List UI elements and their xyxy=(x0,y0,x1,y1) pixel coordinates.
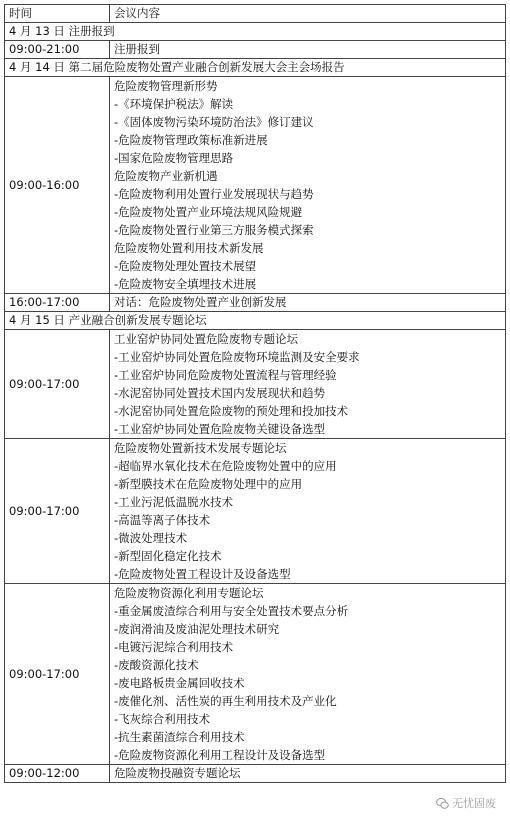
session-row xyxy=(5,439,506,584)
agenda-line: -危险废物处置行业第三方服务模式探索 xyxy=(114,223,314,237)
session-row xyxy=(5,330,506,439)
agenda-line: -高温等离子体技术 xyxy=(114,513,211,527)
session-content xyxy=(110,41,506,59)
agenda-line: -电镀污泥综合利用技术 xyxy=(114,640,234,654)
session-content xyxy=(110,330,506,439)
agenda-line: -重金属废渣综合利用与安全处置技术要点分析 xyxy=(114,604,349,618)
agenda-line: -工业窑炉协同处置危险废物环境监测及安全要求 xyxy=(114,350,360,364)
session-content xyxy=(110,765,506,783)
session-row xyxy=(5,584,506,765)
day-heading-row xyxy=(5,59,506,77)
agenda-line: -危险废物处理处置技术展望 xyxy=(114,259,257,273)
agenda-line: 危险废物资源化利用专题论坛 xyxy=(114,586,264,600)
session-row xyxy=(5,77,506,294)
session-time: 09:00-17:00 xyxy=(5,584,110,765)
agenda-line: -新型膜技术在危险废物处理中的应用 xyxy=(114,477,303,491)
agenda-line: -废催化剂、活性炭的再生利用技术及产业化 xyxy=(114,694,337,708)
session-content xyxy=(110,294,506,312)
agenda-line: -废电路板贵金属回收技术 xyxy=(114,676,245,690)
day-heading: 4 月 15 日 产业融合创新发展专题论坛 xyxy=(5,312,506,330)
schedule-table xyxy=(4,4,506,783)
agenda-line: -微波处理技术 xyxy=(114,531,188,545)
watermark-text: 无忧固废 xyxy=(452,797,496,810)
agenda-line: -《固体废物污染环境防治法》修订建议 xyxy=(114,115,314,129)
agenda-line: -危险废物处置产业环境法规风险规避 xyxy=(114,205,303,219)
agenda-line: -水泥窑协同处置危险废物的预处理和投加技术 xyxy=(114,404,349,418)
watermark xyxy=(436,795,496,811)
schedule-body xyxy=(5,5,506,783)
agenda-line: -危险废物处置工程设计及设备选型 xyxy=(114,567,291,581)
agenda-line: -国家危险废物管理思路 xyxy=(114,151,234,165)
session-content xyxy=(110,584,506,765)
header-row xyxy=(5,5,506,23)
day-heading: 4 月 14 日 第二届危险废物处置产业融合创新发展大会主会场报告 xyxy=(5,59,506,77)
session-time: 09:00-12:00 xyxy=(5,765,110,783)
session-time: 09:00-17:00 xyxy=(5,439,110,584)
session-content xyxy=(110,77,506,294)
header-content: 会议内容 xyxy=(110,5,506,23)
session-time: 09:00-21:00 xyxy=(5,41,110,59)
session-row xyxy=(5,41,506,59)
agenda-line: -水泥窑协同处置技术国内发展现状和趋势 xyxy=(114,386,326,400)
agenda-line: 危险废物管理新形势 xyxy=(114,79,218,93)
header-time: 时间 xyxy=(5,5,110,23)
agenda-line: -危险废物管理政策标准新进展 xyxy=(114,133,268,147)
agenda-line: 危险废物处置利用技术新发展 xyxy=(114,241,264,255)
session-time: 09:00-16:00 xyxy=(5,77,110,294)
agenda-line: 危险废物处置新技术发展专题论坛 xyxy=(114,441,287,455)
session-time: 16:00-17:00 xyxy=(5,294,110,312)
session-time: 09:00-17:00 xyxy=(5,330,110,439)
wechat-icon xyxy=(436,797,449,810)
agenda-line: -超临界水氧化技术在危险废物处置中的应用 xyxy=(114,459,337,473)
agenda-line: -废酸资源化技术 xyxy=(114,658,199,672)
agenda-line: -飞灰综合利用技术 xyxy=(114,712,211,726)
agenda-line: -工业窑炉协同危险废物处置流程与管理经验 xyxy=(114,368,337,382)
session-content xyxy=(110,439,506,584)
agenda-line: -工业窑炉协同处置危险废物关键设备选型 xyxy=(114,422,326,436)
agenda-line: -废润滑油及废油泥处理技术研究 xyxy=(114,622,280,636)
agenda-line: 对话：危险废物处置产业创新发展 xyxy=(114,295,287,309)
agenda-line: -危险废物安全填埋技术进展 xyxy=(114,277,257,291)
agenda-line: -工业污泥低温脱水技术 xyxy=(114,495,234,509)
agenda-line: -新型固化稳定化技术 xyxy=(114,549,222,563)
agenda-line: 注册报到 xyxy=(114,42,160,56)
session-row xyxy=(5,294,506,312)
agenda-line: 工业窑炉协同处置危险废物专题论坛 xyxy=(114,332,298,346)
session-row xyxy=(5,765,506,783)
agenda-line: -危险废物资源化利用工程设计及设备选型 xyxy=(114,748,326,762)
day-heading-row xyxy=(5,312,506,330)
day-heading: 4 月 13 日 注册报到 xyxy=(5,23,506,41)
agenda-line: -抗生素菌渣综合利用技术 xyxy=(114,730,245,744)
agenda-line: -《环境保护税法》解读 xyxy=(114,97,234,111)
agenda-line: -危险废物利用处置行业发展现状与趋势 xyxy=(114,187,314,201)
agenda-line: 危险废物投融资专题论坛 xyxy=(114,766,241,780)
day-heading-row xyxy=(5,23,506,41)
agenda-line: 危险废物产业新机遇 xyxy=(114,169,218,183)
